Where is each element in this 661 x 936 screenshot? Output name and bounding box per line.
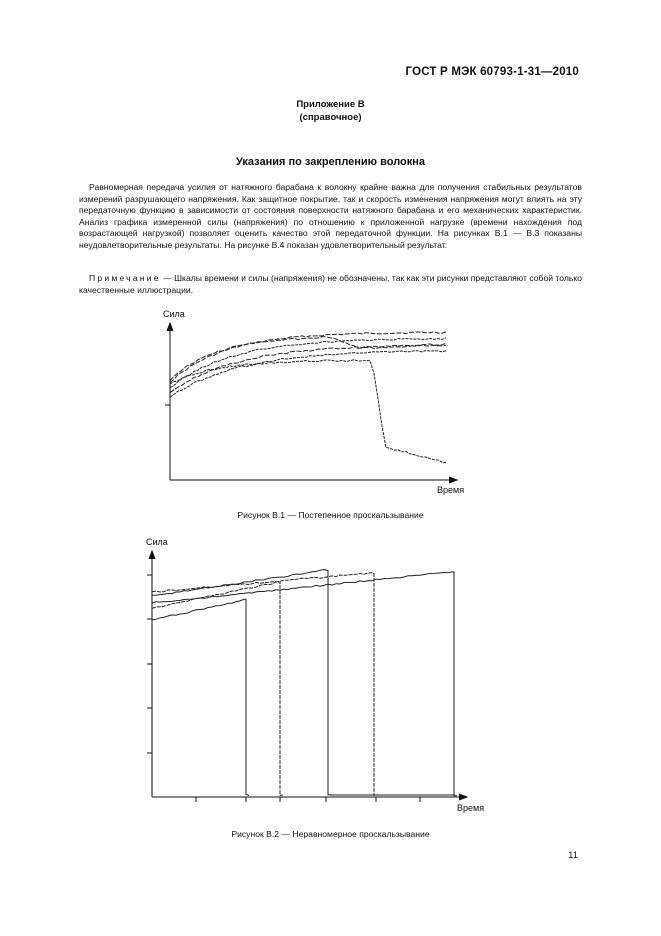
figure-b2-xlabel: Время [457,803,485,813]
figure-b2-curve [152,573,377,796]
note-label: Примечание [89,273,161,283]
appendix-title: Приложение В [296,99,365,110]
figure-b2-curve [152,582,283,796]
figure-b2-ylabel: Сила [146,537,168,547]
note-text: — Шкалы времени и силы (напряжения) не обозначены, так как эти рисунки представляют собой только качественные иллюстрации. [79,273,582,295]
figure-b1-ylabel: Сила [163,309,185,319]
appendix-subtitle: (справочное) [299,112,362,123]
figure-b2-x-arrow [459,794,467,800]
section-heading: Указания по закреплению волокна [235,156,426,168]
figure-b2-curve [152,599,249,795]
figure-b1-caption: Рисунок В.1 — Постепенное проскальзывание [237,510,424,520]
figure-b1-xlabel: Время [437,485,465,495]
figure-b2-y-arrow [149,551,155,559]
figure-b2-curve [152,570,331,795]
paragraph-intro: Равномерная передача усилия от натяжного барабана к волокну крайне важна для получения стабильных результатов измерений разрушающего напряжения. Как защитное покрытие, так и скорость изменения напряжения могут влиять на эту передаточную функцию в зависимости от состояния поверхности натяжного барабана и его механических характеристик. Анализ графика измеренной силы (напряжения) по отношению к приложенной нагрузке (времени нахождения под возрастающей нагрузкой) позволяет оценить качество этой передаточной функции. На рисунках В.1 — В.3 показаны неудовлетворительные результаты. На рисунке В.4 показан удовлетворительный результат. [79,182,582,250]
document-id: ГОСТ Р МЭК 60793-1-31—2010 [405,66,579,78]
page-number: 11 [568,850,578,861]
figure-b2-curve [152,572,457,796]
figure-b2-caption: Рисунок В.2 — Неравномерное проскальзывание [231,829,430,839]
